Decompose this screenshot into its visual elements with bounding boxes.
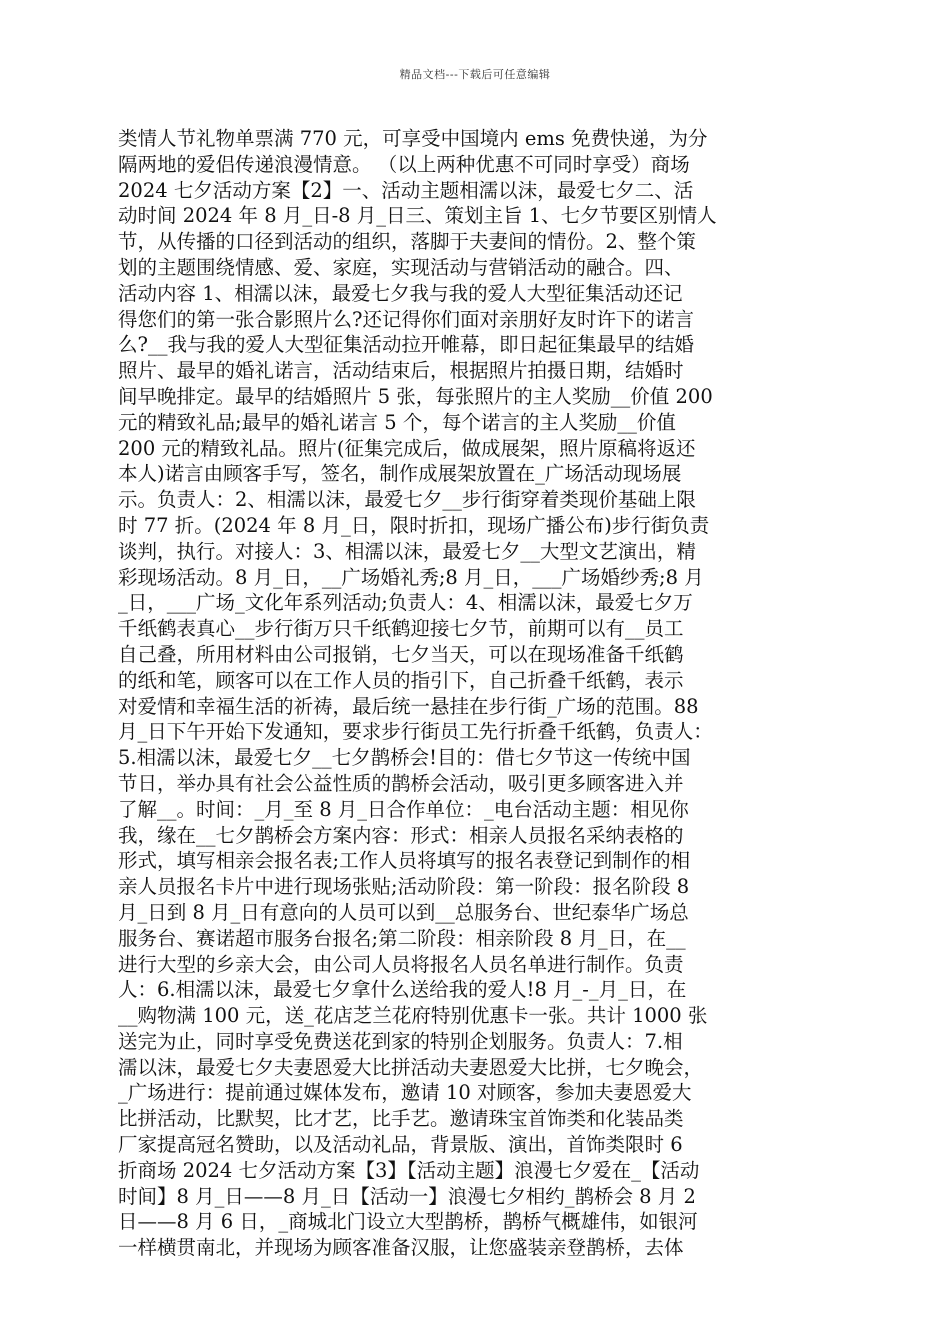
- body-line: 间早晚排定。最早的结婚照片 5 张，每张照片的主人奖励__价值 200: [118, 384, 713, 408]
- body-line: 隔两地的爱侣传递浪漫情意。 （以上两种优惠不可同时享受）商场: [118, 152, 690, 176]
- body-line: 自己叠，所用材料由公司报销，七夕当天，可以在现场准备千纸鹤: [118, 642, 684, 666]
- body-line: __购物满 100 元，送_花店芝兰花府特别优惠卡一张。共计 1000 张: [118, 1004, 708, 1028]
- body-line: 本人)诺言由顾客手写，签名，制作成展架放置在_广场活动现场展: [118, 462, 682, 486]
- body-line: 亲人员报名卡片中进行现场张贴;活动阶段：第一阶段：报名阶段 8: [118, 875, 690, 899]
- body-line: 送完为止，同时享受免费送花到家的特别企划服务。负责人：7.相: [118, 1029, 683, 1053]
- body-line: 么?__我与我的爱人大型征集活动拉开帷幕，即日起征集最早的结婚: [118, 333, 694, 357]
- body-line: 一样横贯南北，并现场为顾客准备汉服，让您盛装亲登鹊桥，去体: [118, 1236, 684, 1260]
- body-line: 200 元的精致礼品。照片(征集完成后，做成展架，照片原稿将返还: [118, 436, 696, 460]
- body-line: 2024 七夕活动方案【2】一、活动主题相濡以沫，最爱七夕二、活: [118, 178, 694, 202]
- body-line: 形式，填写相亲会报名表;工作人员将填写的报名表登记到制作的相: [118, 849, 691, 873]
- body-line: 动时间 2024 年 8 月_日-8 月_日三、策划主旨 1、七夕节要区别情人: [118, 204, 717, 228]
- body-line: 谈判，执行。对接人：3、相濡以沫，最爱七夕__大型文艺演出，精: [118, 539, 696, 563]
- body-line: 人：6.相濡以沫，最爱七夕拿什么送给我的爱人!8 月_-_月_日，在: [118, 978, 687, 1002]
- body-line: 日——8 月 6 日，_商城北门设立大型鹊桥，鹊桥气概雄伟，如银河: [118, 1210, 698, 1234]
- body-line: 节日，举办具有社会公益性质的鹊桥会活动，吸引更多顾客进入并: [118, 771, 684, 795]
- body-line: 了解__。时间：_月_至 8 月_日合作单位：_电台活动主题：相见你: [118, 797, 689, 821]
- body-line: _日，___广场_文化年系列活动;负责人：4、相濡以沫，最爱七夕万: [118, 591, 693, 615]
- body-line: 时 77 折。(2024 年 8 月_日，限时折扣，现场广播公布)步行街负责: [118, 513, 710, 537]
- body-line: 月_日下午开始下发通知，要求步行街员工先行折叠千纸鹤，负责人：: [118, 720, 713, 744]
- body-text: [118, 126, 834, 1261]
- body-line: 折商场 2024 七夕活动方案【3】【活动主题】浪漫七夕爱在_【活动: [118, 1158, 700, 1182]
- body-line: 对爱情和幸福生活的祈祷，最后统一悬挂在步行街_广场的范围。88: [118, 694, 699, 718]
- page-header: 精品文档---下载后可任意编辑: [399, 68, 551, 81]
- body-line: 类情人节礼物单票满 770 元，可享受中国境内 ems 免费快递，为分: [118, 127, 708, 150]
- body-line: 活动内容 1、相濡以沫，最爱七夕我与我的爱人大型征集活动还记: [118, 281, 683, 305]
- body-line: 濡以沫，最爱七夕夫妻恩爱大比拼活动夫妻恩爱大比拼，七夕晚会，: [118, 1055, 704, 1079]
- body-line: 进行大型的乡亲大会，由公司人员将报名人员名单进行制作。负责: [118, 952, 684, 976]
- body-line: 月_日到 8 月_日有意向的人员可以到__总服务台、世纪泰华广场总: [118, 900, 689, 924]
- body-line: 我，缘在__七夕鹊桥会方案内容：形式：相亲人员报名采纳表格的: [118, 823, 684, 847]
- body-line: 5.相濡以沫，最爱七夕__七夕鹊桥会!目的：借七夕节这一传统中国: [118, 746, 691, 770]
- body-line: 彩现场活动。8 月_日，__广场婚礼秀;8 月_日，___广场婚纱秀;8 月: [118, 565, 704, 589]
- body-line: _广场进行：提前通过媒体发布，邀请 10 对顾客，参加夫妻恩爱大: [118, 1081, 692, 1105]
- body-line: 照片、最早的婚礼诺言，活动结束后，根据照片拍摄日期，结婚时: [118, 359, 684, 383]
- body-line: 示。负责人：2、相濡以沫，最爱七夕__步行街穿着类现价基础上限: [118, 488, 696, 512]
- body-line: 元的精致礼品;最早的婚礼诺言 5 个，每个诺言的主人奖励__价值: [118, 410, 676, 434]
- body-line: 得您们的第一张合影照片么?还记得你们面对亲朋好友时许下的诺言: [118, 307, 694, 331]
- body-line: 划的主题围绕情感、爱、家庭，实现活动与营销活动的融合。四、: [118, 255, 684, 279]
- body-line: 的纸和笔，顾客可以在工作人员的指引下，自己折叠千纸鹤，表示: [118, 668, 684, 692]
- body-line: 千纸鹤表真心__步行街万只千纸鹤迎接七夕节，前期可以有__员工: [118, 617, 684, 641]
- body-line: 厂家提高冠名赞助，以及活动礼品，背景版、演出，首饰类限时 6: [118, 1133, 683, 1157]
- body-line: 节，从传播的口径到活动的组织，落脚于夫妻间的情份。2、整个策: [118, 230, 696, 254]
- body-line: 时间】8 月_日——8 月_日【活动一】浪漫七夕相约_鹊桥会 8 月 2: [118, 1184, 696, 1208]
- body-line: 服务台、赛诺超市服务台报名;第二阶段：相亲阶段 8 月_日，在__: [118, 926, 686, 950]
- body-line: 比拼活动，比默契，比才艺，比手艺。邀请珠宝首饰类和化装品类: [118, 1107, 684, 1131]
